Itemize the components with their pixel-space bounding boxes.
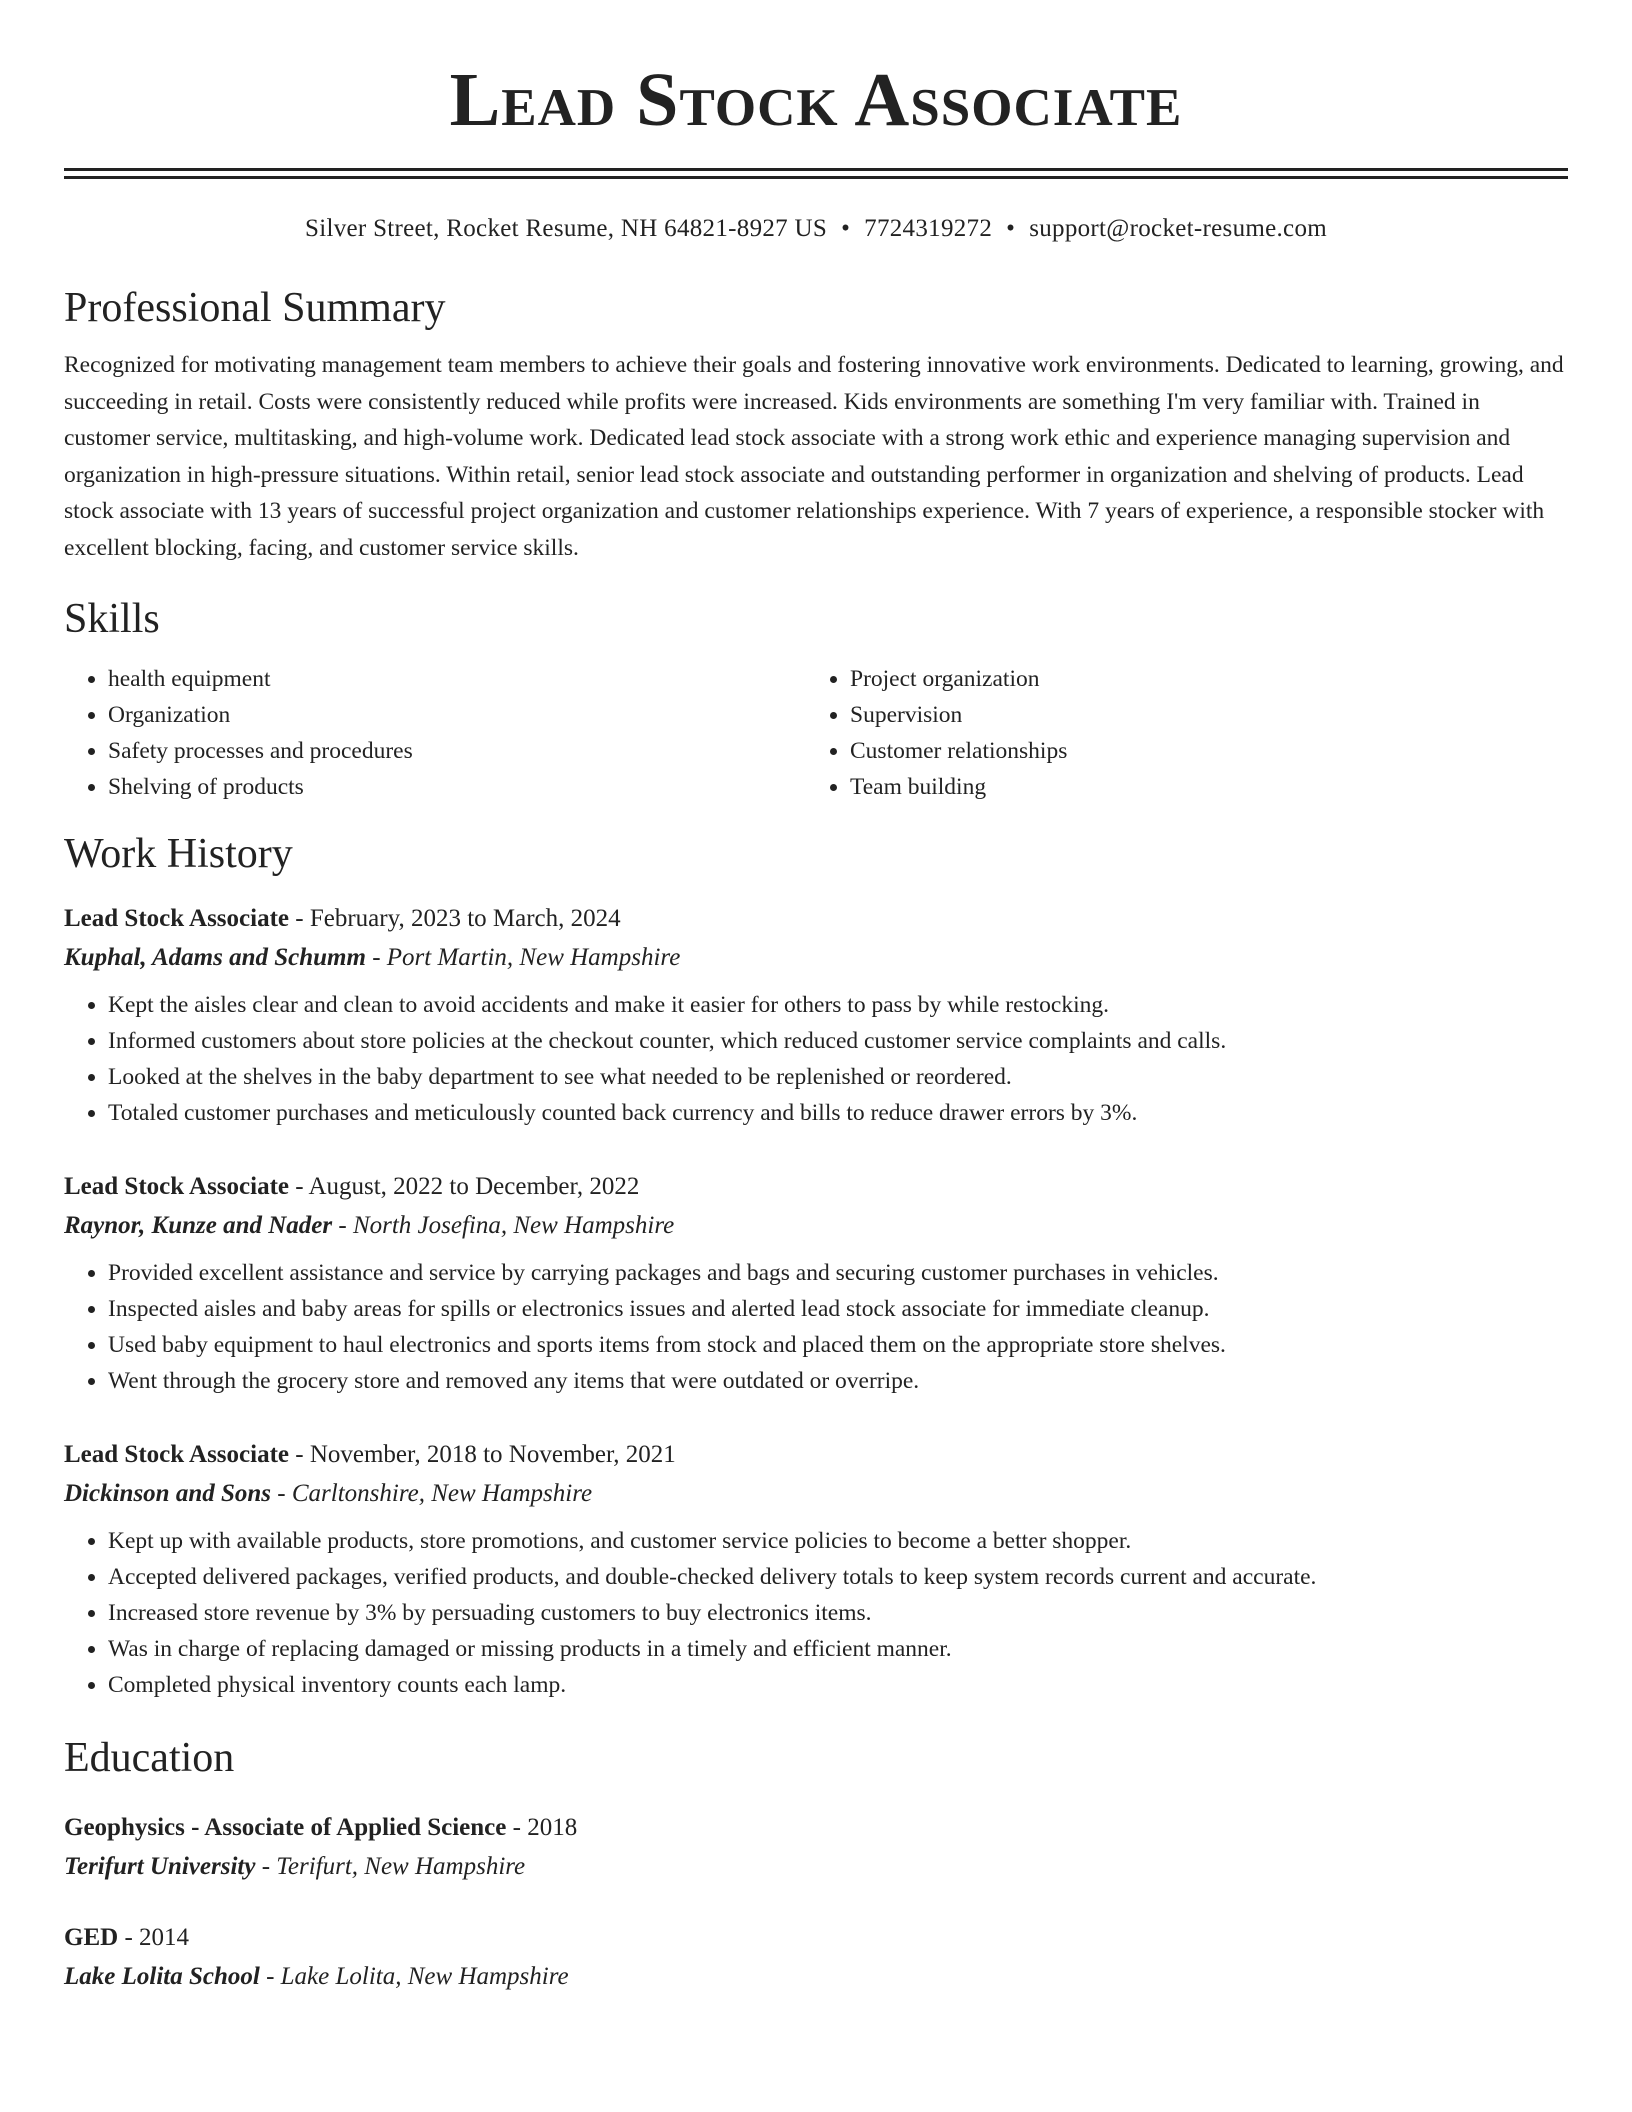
skill-item: • Project organization (850, 661, 1548, 697)
job-location: North Josefina, New Hampshire (352, 1212, 675, 1240)
skill-item: • Supervision (850, 697, 1548, 733)
work-history-heading: Work History (64, 830, 293, 877)
job-bullets (64, 987, 1568, 1131)
job-title-line: Lead Stock Associate - November, 2018 to November, 2021 (64, 1441, 676, 1469)
job-bullet: • Accepted delivered packages, verified products, and double-checked delivery totals to keep system records current and accurate. (108, 1559, 1568, 1595)
education-location: Terifurt, New Hampshire (276, 1852, 526, 1880)
education-heading: Education (64, 1735, 235, 1782)
education-school: Lake Lolita School (64, 1962, 260, 1990)
job-title-line: Lead Stock Associate - February, 2023 to March, 2024 (64, 905, 621, 933)
separator-dot: • (1006, 215, 1016, 242)
skill-item: • Shelving of products (108, 769, 806, 805)
education-degree-line: GED - 2014 (64, 1923, 190, 1951)
job-bullet: • Was in charge of replacing damaged or missing products in a timely and efficient manner. (108, 1631, 1568, 1667)
job-bullet: • Kept the aisles clear and clean to avoid accidents and make it easier for others to pass by while restocking. (108, 987, 1568, 1023)
job-bullet: • Inspected aisles and baby areas for spills or electronics issues and alerted lead stock associate for immediate cleanup. (108, 1291, 1568, 1327)
education-year: 2014 (139, 1923, 190, 1951)
job-company: Raynor, Kunze and Nader (64, 1212, 333, 1240)
contact-email: support@rocket-resume.com (1029, 215, 1327, 242)
job-bullet: • Used baby equipment to haul electronics and sports items from stock and placed them on the appropriate store shelves. (108, 1327, 1568, 1363)
job-title: Lead Stock Associate (64, 1173, 289, 1201)
skills-column-right (806, 661, 1548, 805)
job-dates: August, 2022 to December, 2022 (308, 1173, 640, 1201)
job-company-line: Dickinson and Sons - Carltonshire, New Hampshire (64, 1480, 593, 1508)
job-location: Carltonshire, New Hampshire (291, 1480, 593, 1508)
education-degree: GED (64, 1923, 119, 1951)
contact-address: Silver Street, Rocket Resume, NH 64821-8927 US (305, 215, 828, 242)
job-location: Port Martin, New Hampshire (386, 944, 681, 972)
job-bullet: • Increased store revenue by 3% by persuading customers to buy electronics items. (108, 1595, 1568, 1631)
contact-line (64, 215, 1568, 243)
skill-item: • Organization (108, 697, 806, 733)
job-company: Kuphal, Adams and Schumm (64, 944, 366, 972)
summary-heading: Professional Summary (64, 285, 446, 331)
job-bullets (64, 1255, 1568, 1399)
summary-text: Recognized for motivating management team members to achieve their goals and fostering innovative work environments. Dedicated to learning, growing, and succeeding in retail. Costs were consistently reduced while profits were increased. Kids environments are something I'm very familiar with. Trained in customer service, multitasking, and high-volume work. Dedicated lead stock associate with a strong work ethic and experience managing supervision and organization in high-pressure situations. Within retail, senior lead stock associate and outstanding performer in organization and shelving of products. Lead stock associate with 13 years of successful project organization and customer relationships experience. With 7 years of experience, a responsible stocker with excellent blocking, facing, and customer service skills. (64, 352, 1564, 561)
skills-heading: Skills (64, 596, 160, 643)
job-company-line: Kuphal, Adams and Schumm - Port Martin, New Hampshire (64, 944, 681, 972)
skill-item: • Customer relationships (850, 733, 1548, 769)
skill-item: • Safety processes and procedures (108, 733, 806, 769)
skills-list (64, 661, 1568, 805)
job-company: Dickinson and Sons (64, 1480, 272, 1508)
education-location: Lake Lolita, New Hampshire (280, 1962, 569, 1990)
education-school-line: Terifurt University - Terifurt, New Hampshire (64, 1852, 526, 1880)
job-bullet: • Went through the grocery store and removed any items that were outdated or overripe. (108, 1363, 1568, 1399)
education-entry (64, 1808, 1568, 1886)
job-bullet: • Informed customers about store policies at the checkout counter, which reduced customer service complaints and calls. (108, 1023, 1568, 1059)
job-title-line: Lead Stock Associate - August, 2022 to December, 2022 (64, 1173, 640, 1201)
job-bullet: • Totaled customer purchases and meticulously counted back currency and bills to reduce drawer errors by 3%. (108, 1095, 1568, 1131)
education-degree-line: Geophysics - Associate of Applied Science - 2018 (64, 1813, 578, 1841)
job-bullet: • Provided excellent assistance and service by carrying packages and bags and securing customer purchases in vehicles. (108, 1255, 1568, 1291)
job-entry (64, 1167, 1568, 1399)
job-bullet: • Completed physical inventory counts each lamp. (108, 1667, 1568, 1703)
job-title: Lead Stock Associate (64, 905, 289, 933)
resume-title: Lead Stock Associate (449, 58, 1183, 142)
job-bullets (64, 1523, 1568, 1703)
skill-item: • health equipment (108, 661, 806, 697)
job-entry (64, 899, 1568, 1131)
education-school-line: Lake Lolita School - Lake Lolita, New Hampshire (64, 1962, 569, 1990)
job-dates: February, 2023 to March, 2024 (309, 905, 621, 933)
education-degree: Geophysics - Associate of Applied Science (64, 1813, 507, 1841)
skills-column-left (64, 661, 806, 805)
job-entry (64, 1435, 1568, 1703)
contact-phone: 7724319272 (864, 215, 993, 242)
job-bullet: • Looked at the shelves in the baby department to see what needed to be replenished or reordered. (108, 1059, 1568, 1095)
job-bullet: • Kept up with available products, store promotions, and customer service policies to become a better shopper. (108, 1523, 1568, 1559)
education-year: 2018 (527, 1813, 578, 1841)
education-entry (64, 1918, 1568, 1996)
job-company-line: Raynor, Kunze and Nader - North Josefina, New Hampshire (64, 1212, 675, 1240)
title-divider (64, 168, 1568, 179)
skill-item: • Team building (850, 769, 1548, 805)
separator-dot: • (841, 215, 851, 242)
job-title: Lead Stock Associate (64, 1441, 289, 1469)
education-school: Terifurt University (64, 1852, 256, 1880)
job-dates: November, 2018 to November, 2021 (309, 1441, 676, 1469)
